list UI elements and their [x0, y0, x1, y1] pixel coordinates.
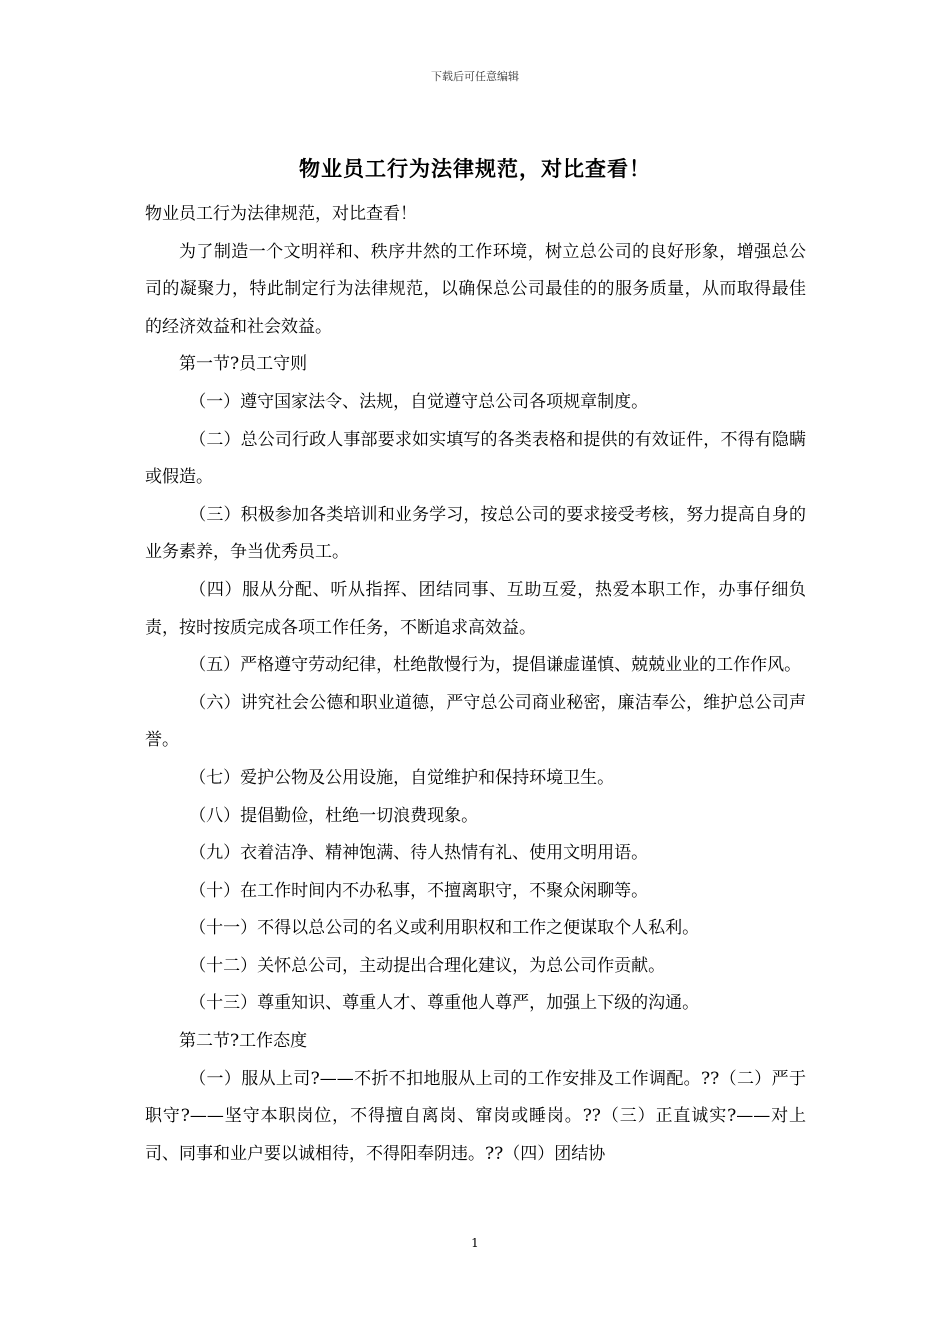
section-heading: 第一节?员工守则: [179, 354, 308, 375]
list-item: （十一）不得以总公司的名义或利用职权和工作之便谋取个人私利。: [189, 918, 700, 939]
list-item: （十）在工作时间内不办私事，不擅离职守，不聚众闲聊等。: [189, 880, 649, 901]
list-item: （十二）关怀总公司，主动提出合理化建议，为总公司作贡献。: [189, 955, 666, 976]
paragraph: 为了制造一个文明祥和、秩序井然的工作环境，树立总公司的良好形象，增强总公司的凝聚力，特此制定行为法律规范，以确保总公司最佳的的服务质量，从而取得最佳的经济效益和社会效益。: [145, 241, 806, 337]
list-item: （一）遵守国家法令、法规，自觉遵守总公司各项规章制度。: [189, 391, 649, 412]
list-item: （五）严格遵守劳动纪律，杜绝散慢行为，提倡谦虚谨慎、兢兢业业的工作作风。: [189, 655, 802, 676]
list-item: （八）提倡勤俭，杜绝一切浪费现象。: [189, 805, 479, 826]
section-heading: 第二节?工作态度: [179, 1031, 308, 1052]
list-item: （二）总公司行政人事部要求如实填写的各类表格和提供的有效证件，不得有隐瞒或假造。: [145, 429, 806, 488]
header-note: 下载后可任意编辑: [431, 70, 519, 83]
list-item: （七）爱护公物及公用设施，自觉维护和保持环境卫生。: [189, 767, 615, 788]
paragraph: （一）服从上司?——不折不扣地服从上司的工作安排及工作调配。??（二）严于职守?——坚守本职岗位，不得擅自离岗、窜岗或睡岗。??（三）正直诚实?——对上司、同事和业户要以诚相待，不得阳奉阴违。??（四）团结协: [145, 1068, 806, 1164]
list-item: （九）衣着洁净、精神饱满、待人热情有礼、使用文明用语。: [189, 843, 649, 864]
page-number: 1: [471, 1236, 479, 1250]
document-title: 物业员工行为法律规范，对比查看！: [299, 156, 651, 181]
list-item: （四）服从分配、听从指挥、团结同事、互助互爱，热爱本职工作，办事仔细负责，按时按质完成各项工作任务，不断追求高效益。: [145, 579, 806, 638]
list-item: （三）积极参加各类培训和业务学习，按总公司的要求接受考核，努力提高自身的业务素养，争当优秀员工。: [145, 504, 806, 563]
document-body: [145, 196, 806, 1173]
list-item: （十三）尊重知识、尊重人才、尊重他人尊严，加强上下级的沟通。: [189, 993, 700, 1014]
paragraph: 物业员工行为法律规范，对比查看！: [145, 204, 417, 224]
list-item: （六）讲究社会公德和职业道德，严守总公司商业秘密，廉洁奉公，维护总公司声誉。: [145, 692, 806, 751]
